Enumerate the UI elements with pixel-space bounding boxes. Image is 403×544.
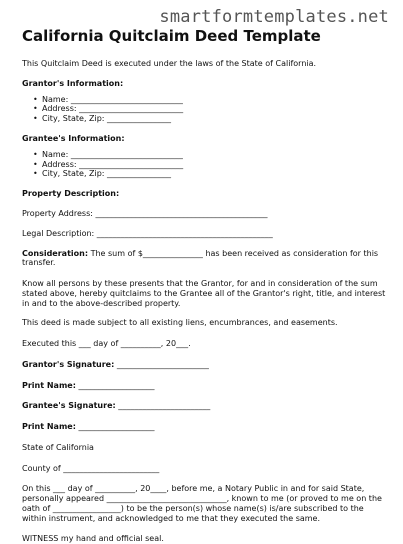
consideration-text: The sum of $_______________ has been received as consideration for this transfer.	[22, 248, 379, 268]
document-page	[22, 8, 387, 544]
grantor-print-label: Print Name:	[22, 380, 76, 390]
notary-line-4: within instrument, and acknowledged to me that they executed the same.	[22, 513, 321, 523]
grantor-city-field: • City, State, Zip: ________________	[42, 114, 387, 123]
grantee-print-blank: ___________________	[75, 422, 155, 432]
legal-description-field: Legal Description: ____________________________________________	[22, 228, 273, 238]
notary-line-1: On this ___ day of __________, 20____, before me, a Notary Public in and for said State,	[22, 484, 365, 494]
notary-line-2: personally appeared ______________________________, known to me (or proved to me on the	[22, 494, 382, 504]
grantor-name-field: • Name: ____________________________	[42, 95, 387, 104]
grantor-signature-line	[22, 360, 387, 370]
grantee-print-line	[22, 422, 387, 432]
know-all-paragraph: Know all persons by these presents that the Grantor, for and in consideration of the sum stated above, hereby quitclaims to the Grantee all of the Grantor's right, title, and interest in and to the above-described property.	[22, 279, 386, 308]
consideration-paragraph	[22, 249, 387, 269]
grantor-signature-blank: _______________________	[114, 359, 209, 369]
grantee-name-field: • Name: ____________________________	[42, 150, 387, 159]
grantor-list	[22, 95, 387, 123]
executed-line: Executed this ___ day of __________, 20___.	[22, 339, 191, 349]
property-heading: Property Description:	[22, 189, 120, 199]
witness-line: WITNESS my hand and official seal.	[22, 534, 164, 544]
grantee-print-label: Print Name:	[22, 422, 76, 432]
grantee-list	[22, 150, 387, 178]
grantee-signature-line	[22, 401, 387, 411]
grantor-print-line	[22, 381, 387, 391]
grantor-address-field: • Address: __________________________	[42, 104, 387, 113]
state-line: State of California	[22, 442, 94, 452]
intro-text: This Quitclaim Deed is executed under the laws of the State of California.	[22, 58, 317, 68]
grantee-city-field: • City, State, Zip: ________________	[42, 169, 387, 178]
notary-paragraph	[22, 484, 387, 523]
grantor-print-blank: ___________________	[75, 380, 155, 390]
notary-line-3: oath of _________________) to be the person(s) whose name(s) is/are subscribed to the	[22, 503, 364, 513]
grantee-heading: Grantee's Information:	[22, 134, 125, 144]
property-address-field: Property Address: ___________________________________________	[22, 209, 268, 219]
grantee-signature-blank: _______________________	[115, 401, 211, 411]
grantor-heading: Grantor's Information:	[22, 79, 124, 89]
consideration-label: Consideration:	[22, 248, 89, 258]
watermark: smartformtemplates.net	[159, 7, 389, 27]
grantee-address-field: • Address: __________________________	[42, 160, 387, 169]
grantor-signature-label: Grantor's Signature:	[22, 359, 115, 369]
grantee-signature-label: Grantee's Signature:	[22, 401, 116, 411]
county-line: County of ________________________	[22, 463, 160, 473]
page-title: California Quitclaim Deed Template	[22, 27, 321, 45]
subject-to-paragraph: This deed is made subject to all existing liens, encumbrances, and easements.	[22, 318, 338, 328]
